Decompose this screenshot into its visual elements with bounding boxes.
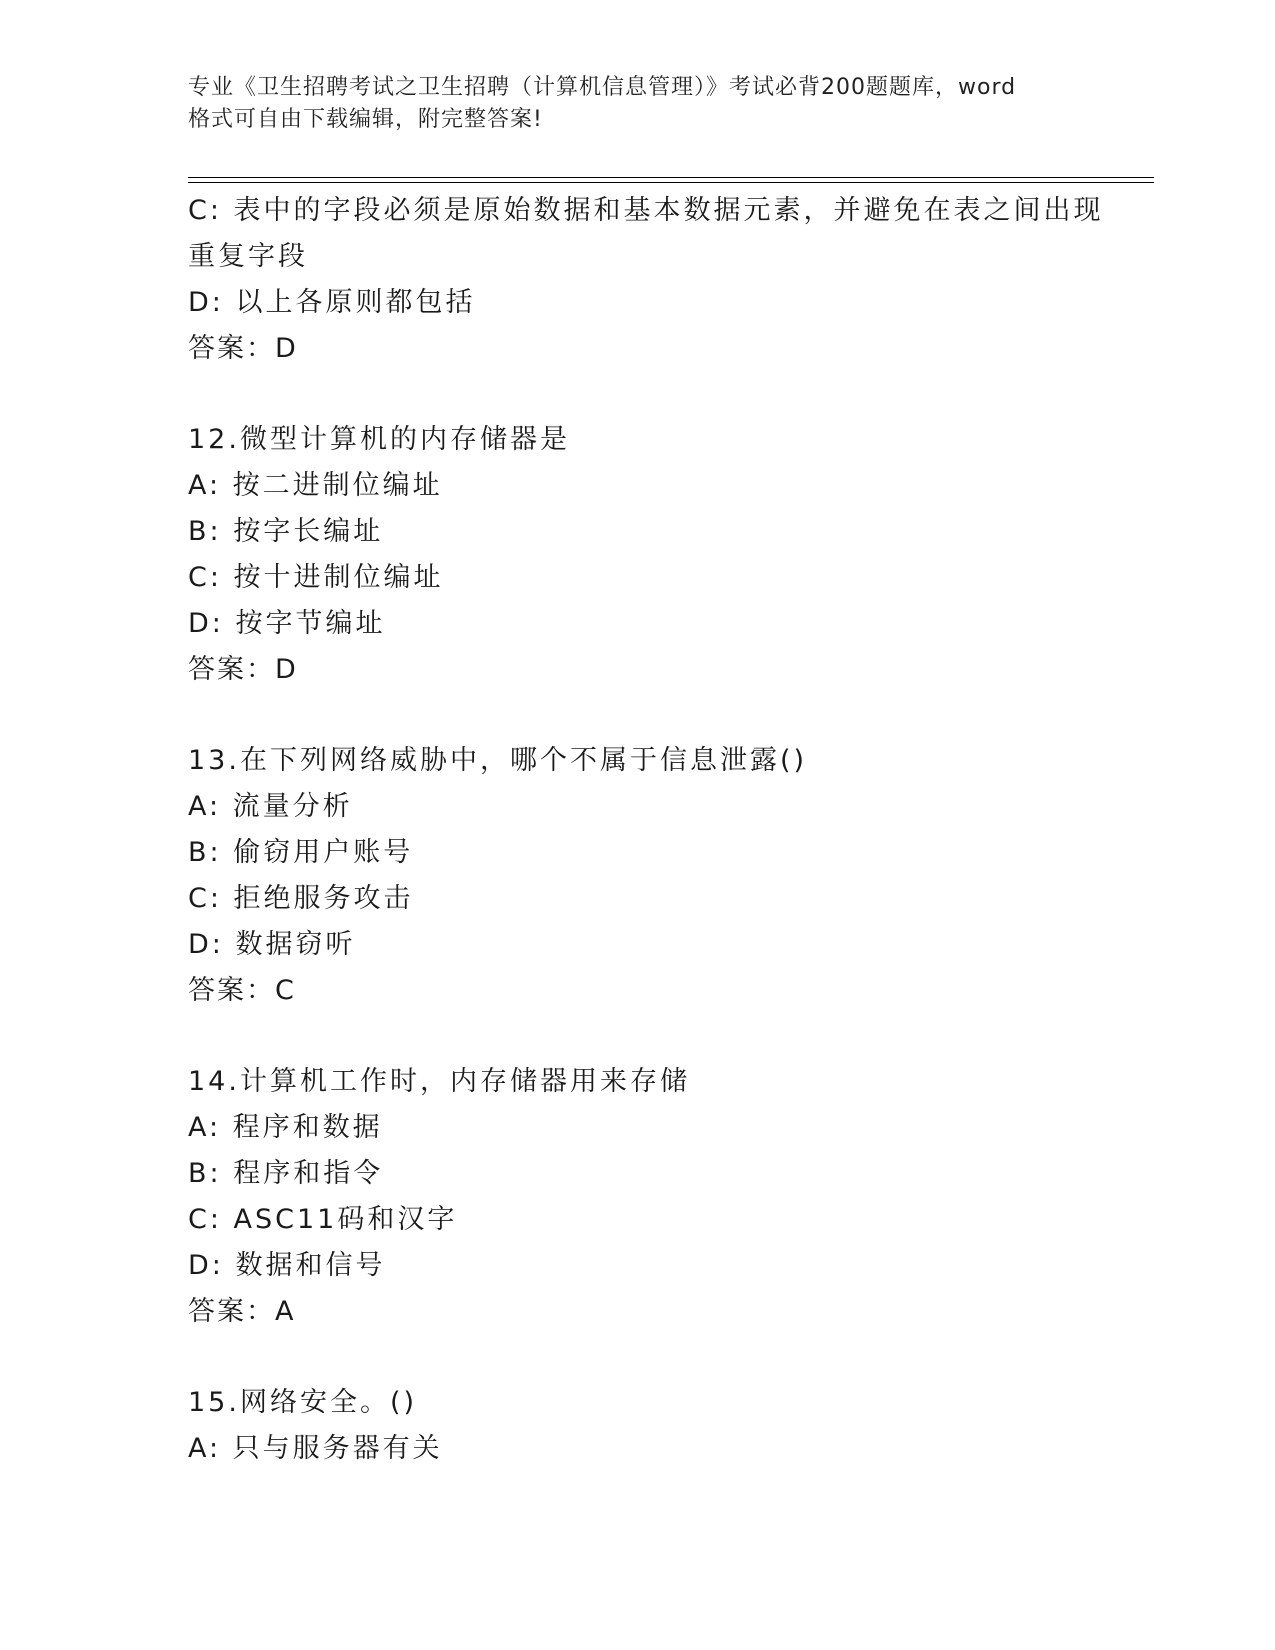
spacer bbox=[188, 1335, 1088, 1380]
answer-line: 答案：C bbox=[188, 975, 296, 1006]
header-line-2: 格式可自由下载编辑，附完整答案! bbox=[188, 107, 543, 132]
option-d: D: 数据窃听 bbox=[188, 929, 356, 960]
question-title: 14.计算机工作时，内存储器用来存储 bbox=[188, 1066, 690, 1097]
option-c: C: 按十进制位编址 bbox=[188, 562, 444, 593]
question-block-prev bbox=[188, 188, 1104, 372]
answer-line: 答案：A bbox=[188, 1296, 296, 1327]
option-a: A: 只与服务器有关 bbox=[188, 1433, 443, 1464]
option-d: D: 以上各原则都包括 bbox=[188, 287, 476, 318]
question-list bbox=[188, 188, 1104, 1472]
option-c: C: 表中的字段必须是原始数据和基本数据元素，并避免在表之间出现 bbox=[188, 195, 1104, 226]
option-d: D: 数据和信号 bbox=[188, 1250, 386, 1281]
answer-line: 答案：D bbox=[188, 654, 298, 685]
question-title: 15.网络安全。() bbox=[188, 1387, 418, 1418]
option-b: B: 按字长编址 bbox=[188, 516, 384, 547]
option-a: A: 按二进制位编址 bbox=[188, 470, 443, 501]
answer-line: 答案：D bbox=[188, 333, 298, 364]
option-b: B: 偷窃用户账号 bbox=[188, 837, 414, 868]
option-c-continued: 重复字段 bbox=[188, 241, 308, 272]
question-title: 12.微型计算机的内存储器是 bbox=[188, 424, 570, 455]
document-header bbox=[188, 72, 1088, 136]
option-c: C: 拒绝服务攻击 bbox=[188, 883, 414, 914]
spacer bbox=[188, 693, 1088, 738]
question-block-13 bbox=[188, 738, 1088, 1014]
header-divider-top bbox=[188, 177, 1154, 178]
option-a: A: 程序和数据 bbox=[188, 1112, 383, 1143]
spacer bbox=[188, 1014, 1088, 1059]
header-divider-bottom bbox=[188, 182, 1154, 183]
option-d: D: 按字节编址 bbox=[188, 608, 386, 639]
question-block-14 bbox=[188, 1059, 1088, 1335]
option-c: C: ASC11码和汉字 bbox=[188, 1204, 458, 1235]
spacer bbox=[188, 372, 1088, 417]
option-b: B: 程序和指令 bbox=[188, 1158, 384, 1189]
option-a: A: 流量分析 bbox=[188, 791, 353, 822]
question-block-15 bbox=[188, 1380, 1088, 1472]
question-title: 13.在下列网络威胁中，哪个不属于信息泄露() bbox=[188, 745, 808, 776]
header-line-1: 专业《卫生招聘考试之卫生招聘（计算机信息管理）》考试必背200题题库，word bbox=[188, 75, 1017, 100]
question-block-12 bbox=[188, 417, 1088, 693]
